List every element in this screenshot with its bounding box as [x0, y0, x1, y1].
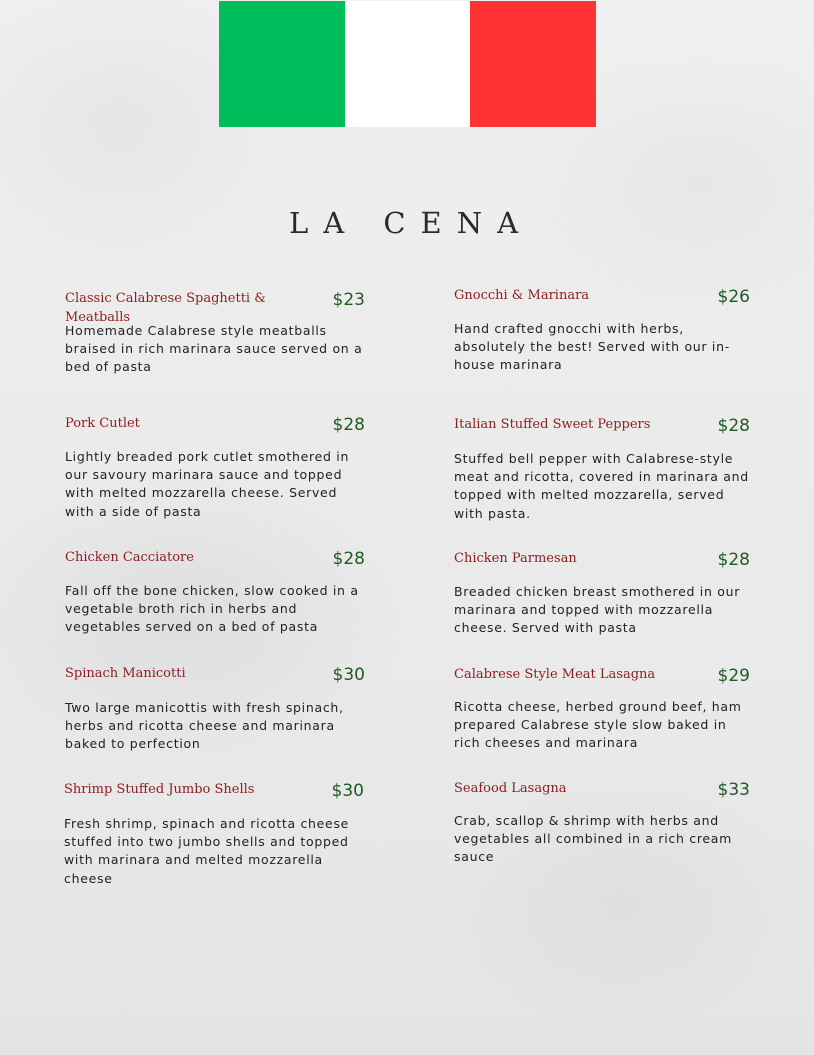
item-description: Fresh shrimp, spinach and ricotta cheese stuffed into two jumbo shells and topped with marinara and melted mozzarella cheese	[64, 816, 350, 886]
item-description: Hand crafted gnocchi with herbs, absolutely the best! Served with our in-house marinara	[454, 321, 730, 373]
item-description: Breaded chicken breast smothered in our marinara and topped with mozzarella cheese. Served with pasta	[454, 584, 741, 636]
item-name: Gnocchi & Marinara	[454, 288, 590, 303]
item-price: $28	[332, 549, 365, 569]
item-price: $28	[717, 416, 750, 436]
item-price: $23	[332, 290, 365, 310]
item-description: Ricotta cheese, herbed ground beef, ham prepared Calabrese style slow baked in rich cheeses and marinara	[454, 699, 742, 751]
item-price: $30	[331, 781, 364, 801]
item-name: Classic Calabrese Spaghetti & Meatballs	[65, 291, 266, 325]
item-price: $29	[717, 666, 750, 686]
item-name: Calabrese Style Meat Lasagna	[454, 667, 656, 682]
item-price: $30	[332, 665, 365, 685]
item-price: $28	[717, 550, 750, 570]
menu-title: LA CENA	[288, 206, 534, 240]
item-price: $28	[332, 415, 365, 435]
item-price: $33	[717, 780, 750, 800]
item-description: Crab, scallop & shrimp with herbs and vegetables all combined in a rich cream sauce	[454, 813, 733, 865]
flag-band-red	[470, 1, 596, 127]
item-name: Italian Stuffed Sweet Peppers	[454, 417, 651, 432]
flag-band-green	[219, 1, 345, 127]
item-description: Fall off the bone chicken, slow cooked in a vegetable broth rich in herbs and vegetables served on a bed of pasta	[65, 583, 359, 635]
item-name: Spinach Manicotti	[65, 666, 186, 681]
flag-band-white	[345, 1, 471, 127]
item-price: $26	[717, 287, 750, 307]
italian-flag	[219, 1, 596, 127]
item-description: Lightly breaded pork cutlet smothered in our savoury marinara sauce and topped with melted mozzarella cheese. Served with a side of pasta	[65, 449, 350, 519]
item-description: Two large manicottis with fresh spinach, herbs and ricotta cheese and marinara baked to perfection	[65, 700, 344, 752]
item-name: Chicken Parmesan	[454, 551, 577, 566]
item-description: Homemade Calabrese style meatballs braised in rich marinara sauce served on a bed of pasta	[65, 323, 363, 375]
item-name: Chicken Cacciatore	[65, 550, 194, 565]
item-name: Seafood Lasagna	[454, 781, 567, 796]
item-description: Stuffed bell pepper with Calabrese-style meat and ricotta, covered in marinara and topped with melted mozzarella, served with pasta.	[454, 451, 749, 521]
item-name: Shrimp Stuffed Jumbo Shells	[64, 782, 255, 797]
item-name: Pork Cutlet	[65, 416, 140, 431]
